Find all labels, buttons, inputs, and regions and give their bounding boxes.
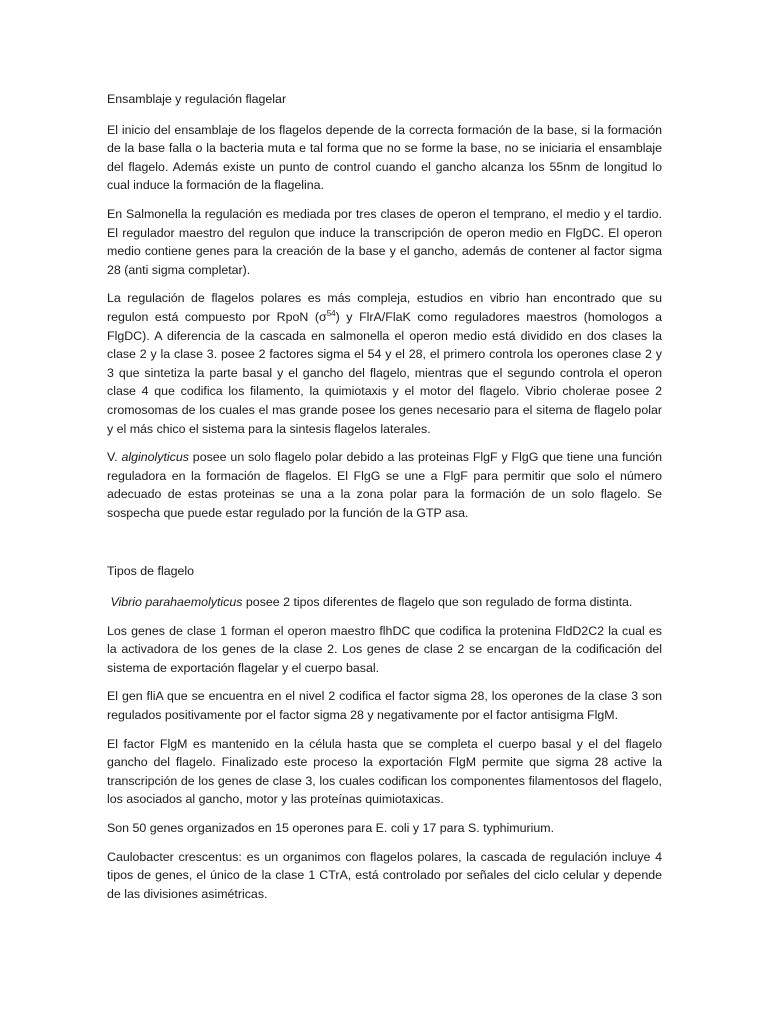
species-name-parahaemolyticus: Vibrio parahaemolyticus [110, 595, 243, 610]
document-page [107, 90, 662, 913]
paragraph-genes-operones: Son 50 genes organizados en 15 operones para E. coli y 17 para S. typhimurium. [107, 821, 555, 835]
paragraph-ensamblaje-inicio: El inicio del ensamblaje de los flagelos depende de la correcta formación de la base, si la formación de la base falla o la bacteria muta e tal forma que no se forme la base, no se iniciaria el ensamblaje del flagelo. Además existe un punto de control cuando el gancho alcanza los 55nm de longitud lo cual induce la formación de la flagelina. [107, 122, 662, 193]
paragraph-alginolyticus-prefix: V. [107, 450, 122, 465]
paragraph-salmonella-regulacion: En Salmonella la regulación es mediada por tres clases de operon el temprano, el medio y el tardio. El regulador maestro del regulon que induce la transcripción de operon medio en FlgDC. El operon medio contiene genes para la creación de la base y el gancho, además de contener al factor sigma 28 (anti sigma completar). [107, 206, 662, 277]
paragraph-genes-clase-1: Los genes de clase 1 forman el operon maestro flhDC que codifica la protenina FldD2C2 la cual es la activadora de los genes de la clase 2. Los genes de clase 2 se encargan de la codificación del sistema de exportación flagelar y el cuerpo basal. [107, 623, 662, 675]
paragraph-caulobacter: Caulobacter crescentus: es un organimos con flagelos polares, la cascada de regulación incluye 4 tipos de genes, el único de la clase 1 CTrA, está controlado por señales del ciclo celular y depende de las divisiones asimétricas. [107, 849, 662, 901]
paragraph-alginolyticus [107, 448, 662, 522]
paragraph-flagelos-polares-part2: ) y FlrA/FlaK como reguladores maestros (homologos a FlgDC). A diferencia de la cascada en salmonella el operon medio está dividido en dos clases la clase 2 y la clase 3. posee 2 factores sigma el 54 y el 28, el primero controla los operones clase 2 y 3 que sintetiza la parte basal y el gancho del flagelo, mientras que el segundo controla el operon clase 4 que codifica los filamento, la quimiotaxis y el motor del flagelo. Vibrio cholerae posee 2 cromosomas de los cuales el mas grande posee los genes necesario para el sitema de flagelo polar y el más chico el sistema para la sintesis flagelos laterales. [107, 309, 662, 436]
paragraph-factor-flgm: El factor FlgM es mantenido en la célula hasta que se completa el cuerpo basal y el del flagelo gancho del flagelo. Finalizado este proceso la exportación FlgM permite que sigma 28 active la transcripción de los genes de clase 3, los cuales codifican los componentes filamentosos del flagelo, los asociados al gancho, motor y las proteínas quimiotaxicas. [107, 736, 662, 807]
paragraph-parahaemolyticus-body: posee 2 tipos diferentes de flagelo que son regulado de forma distinta. [242, 595, 633, 610]
paragraph-alginolyticus-body: posee un solo flagelo polar debido a las proteinas FlgF y FlgG que tiene una función reguladora en la formación de flagelos. El FlgG se une a FlgF para permitir que solo el número adecuado de estas proteinas se una a la zona polar para la formación de un solo flagelo. Se sospecha que puede estar regulado por la función de la GTP asa. [107, 450, 662, 520]
paragraph-flagelos-polares [107, 289, 662, 438]
section-title-tipos: Tipos de flagelo [107, 564, 195, 579]
section-spacer [107, 532, 662, 562]
section-title-ensamblaje: Ensamblaje y regulación flagelar [107, 92, 287, 106]
paragraph-gen-flia: El gen fliA que se encuentra en el nivel 2 codifica el factor sigma 28, los operones de la clase 3 son regulados positivamente por el factor sigma 28 y negativamente por el factor antisigma FlgM. [107, 689, 662, 723]
species-name-alginolyticus: alginolyticus [121, 450, 189, 465]
paragraph-flagelos-polares-part1: La regulación de flagelos polares es más compleja, estudios en vibrio han encontrado que su regulon está compuesto por RpoN (σ [107, 291, 662, 324]
paragraph-parahaemolyticus [107, 593, 662, 612]
sigma-superscript: 54 [326, 308, 336, 318]
